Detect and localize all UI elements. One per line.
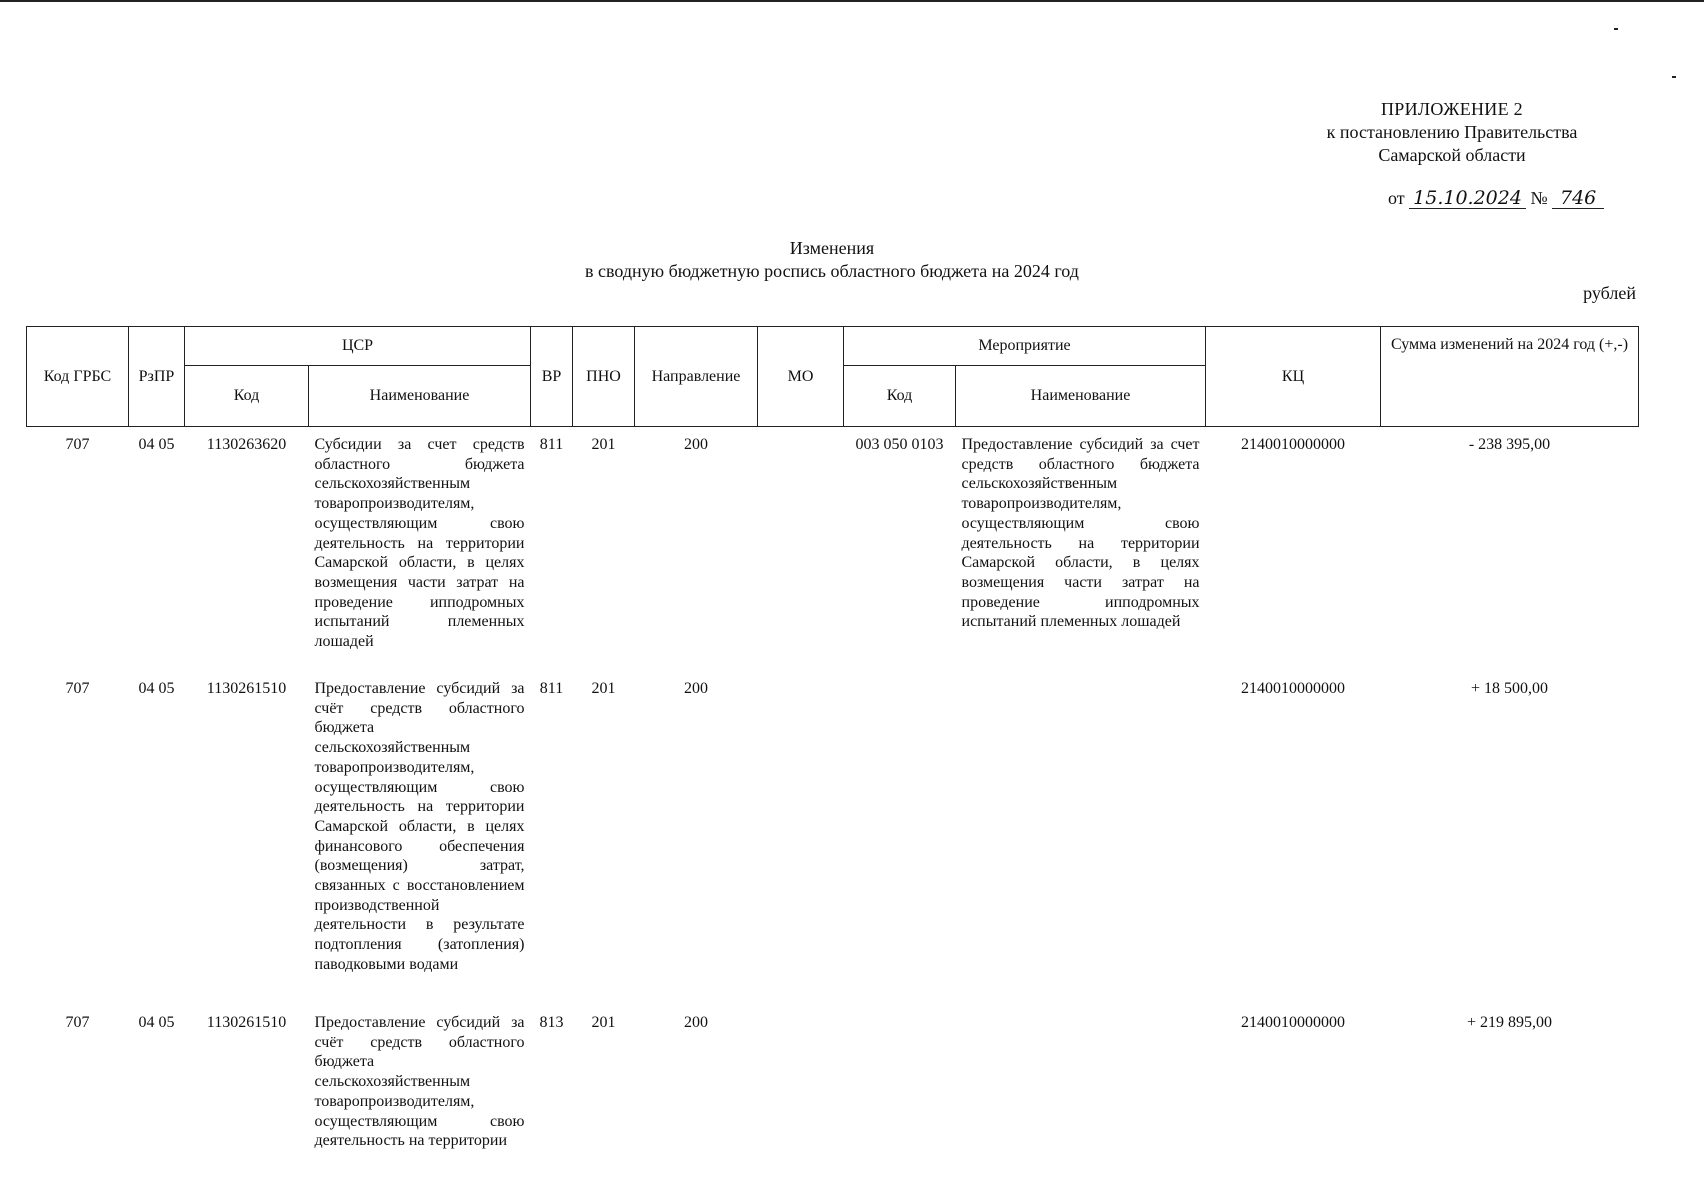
header-csr: ЦСР (185, 327, 531, 366)
resolution-date-line (1388, 188, 1604, 209)
header-direction: Направление (635, 327, 758, 427)
cell-kc: 2140010000000 (1241, 436, 1346, 453)
cell-mo (758, 1005, 844, 1153)
cell-kc: 2140010000000 (1241, 680, 1346, 697)
cell-pno: 201 (591, 436, 616, 453)
cell-grbs: 707 (65, 1014, 90, 1031)
header-sum: Сумма изменений на 2024 год (+,-) (1381, 327, 1639, 427)
header-event-name: Наименование (956, 366, 1206, 427)
header-grbs: Код ГРБС (27, 327, 129, 427)
document-heading (0, 237, 1664, 283)
cell-csr-name: Предоставление субсидий за счёт средств областного бюджета сельскохозяйственным товаропроизводителям, осуществляющим свою деятельность на территории (314, 1014, 525, 1150)
table-body (27, 427, 1639, 1154)
cell-rzpr: 04 05 (138, 1014, 175, 1031)
cell-csr-code: 1130261510 (206, 680, 287, 697)
annex-subject: Самарской области (1378, 145, 1526, 165)
cell-event-name (956, 671, 1206, 1005)
cell-vr: 811 (539, 680, 564, 697)
table-row (27, 1005, 1639, 1153)
cell-pno: 201 (591, 1014, 616, 1031)
cell-rzpr: 04 05 (138, 680, 175, 697)
cell-mo (758, 427, 844, 672)
header-pno: ПНО (573, 327, 635, 427)
table-row (27, 427, 1639, 672)
header-vr: ВР (531, 327, 573, 427)
cell-vr: 811 (539, 436, 564, 453)
cell-kc: 2140010000000 (1241, 1014, 1346, 1031)
cell-csr-name: Предоставление субсидий за счёт средств областного бюджета сельскохозяйственным товаропроизводителям, осуществляющим свою деятельность на территории Самарской области, в целях финансового обеспечения (возмещения) затрат, связанных с восстановлением производственной деятельности в результате подтопления (затопления) паводковыми водами (314, 680, 525, 973)
annex-block (1272, 98, 1632, 167)
date-prefix: от (1388, 188, 1405, 208)
header-event: Мероприятие (844, 327, 1206, 366)
cell-grbs: 707 (65, 436, 90, 453)
heading-line-1: Изменения (789, 238, 875, 258)
cell-vr: 813 (539, 1014, 564, 1031)
cell-csr-code: 1130263620 (206, 436, 287, 453)
cell-sum: + 18 500,00 (1471, 680, 1549, 697)
header-csr-code: Код (185, 366, 309, 427)
annex-title: ПРИЛОЖЕНИЕ 2 (1381, 99, 1523, 119)
cell-csr-code: 1130261510 (206, 1014, 287, 1031)
table-header (27, 327, 1639, 427)
scan-mark (1672, 76, 1676, 78)
cell-direction: 200 (684, 680, 708, 697)
heading-line-2: в сводную бюджетную роспись областного бюджета на 2024 год (585, 261, 1079, 281)
cell-event-code (844, 671, 956, 1005)
number-prefix: № (1530, 188, 1548, 208)
budget-changes-table (26, 326, 1639, 1153)
cell-csr-name: Субсидии за счет средств областного бюджета сельскохозяйственным товаропроизводителям, осуществляющим свою деятельность на территории Самарской области, в целях возмещения части затрат на проведение ипподромных испытаний племенных лошадей (314, 436, 525, 651)
cell-event-name: Предоставление субсидий за счет средств областного бюджета сельскохозяйственным товаропроизводителям, осуществляющим свою деятельность на территории Самарской области, в целях возмещения части затрат на проведение ипподромных испытаний племенных лошадей (961, 436, 1200, 631)
scan-mark (1614, 28, 1618, 30)
cell-event-name (956, 1005, 1206, 1153)
cell-direction: 200 (684, 436, 708, 453)
currency-units: рублей (1583, 283, 1636, 303)
cell-direction: 200 (684, 1014, 708, 1031)
cell-sum: + 219 895,00 (1467, 1014, 1553, 1031)
cell-sum: - 238 395,00 (1468, 436, 1551, 453)
cell-pno: 201 (591, 680, 616, 697)
header-mo: МО (758, 327, 844, 427)
header-csr-name: Наименование (309, 366, 531, 427)
cell-event-code (844, 1005, 956, 1153)
header-kc: КЦ (1206, 327, 1381, 427)
cell-rzpr: 04 05 (138, 436, 175, 453)
scan-top-edge (0, 0, 1704, 2)
table-row (27, 671, 1639, 1005)
handwritten-number: 746 (1552, 188, 1604, 209)
header-event-code: Код (844, 366, 956, 427)
annex-reference: к постановлению Правительства (1326, 122, 1578, 142)
cell-mo (758, 671, 844, 1005)
cell-event-code: 003 050 0103 (855, 436, 944, 453)
cell-grbs: 707 (65, 680, 90, 697)
header-rzpr: РзПР (129, 327, 185, 427)
handwritten-date: 15.10.2024 (1409, 188, 1526, 209)
